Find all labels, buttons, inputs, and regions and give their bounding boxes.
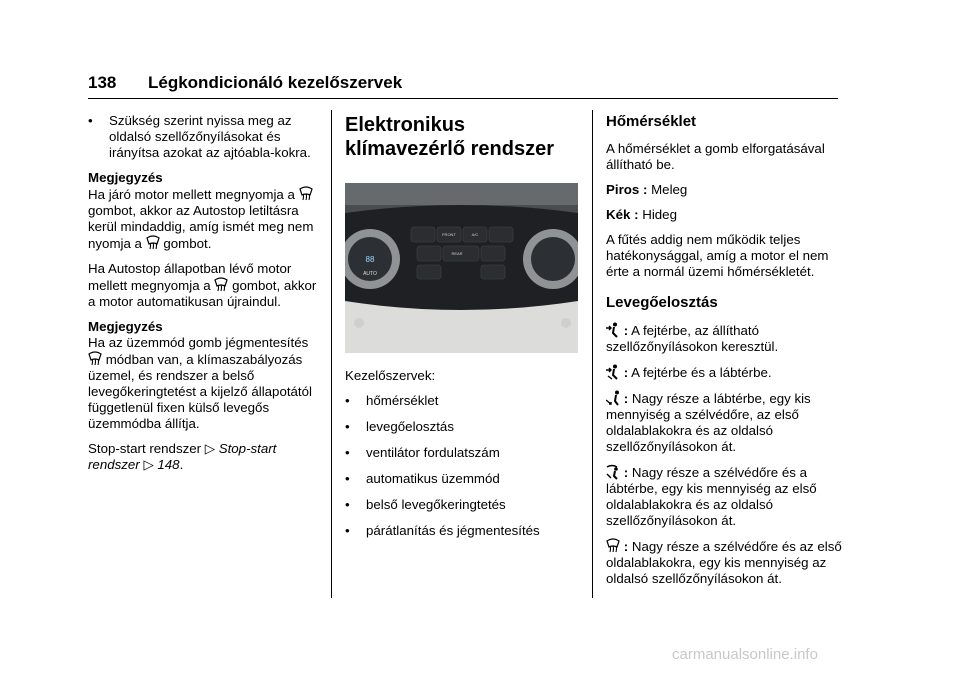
list-item: • automatikus üzemmód (345, 471, 500, 486)
vent-feet-icon (606, 390, 620, 406)
column-3 (606, 113, 842, 596)
section-title: Levegőelosztás (606, 294, 718, 311)
defrost-icon (146, 235, 160, 251)
defrost-icon (299, 186, 313, 202)
list-item: • párátlanítás és jégmentesítés (345, 523, 540, 538)
blue-setting: Kék : Hideg (606, 207, 677, 222)
climate-control-photo (345, 183, 578, 353)
distribution-item: : Nagy része a szélvédőre és a lábtérbe, egy kis mennyiség az első oldalablakokra és az oldalsó szellőzőnyílásokon át. (606, 465, 817, 528)
column-2 (345, 113, 578, 549)
page-header (88, 73, 402, 93)
cross-reference: Stop-start rendszer ▷ Stop-start rendszer ▷ 148. (88, 441, 277, 472)
red-setting: Piros : Meleg (606, 182, 688, 197)
defrost-icon (214, 277, 228, 293)
header-rule (88, 98, 838, 99)
list-item: • Szükség szerint nyissa meg az oldalsó szellőzőnyílásokat és irányítsa azokat az ajtóabla-kokra. (88, 113, 311, 160)
reference-link[interactable]: Stop-start rendszer (88, 441, 277, 472)
reference-arrow-icon: ▷ (204, 441, 216, 456)
paragraph: A fűtés addig nem működik teljes hatékonysággal, amíg a motor el nem érte a normál üzemi hőmérsékletét. (606, 232, 829, 279)
controls-label: Kezelőszervek: (345, 368, 436, 383)
list-item: • hőmérséklet (345, 393, 439, 408)
distribution-item: : A fejtérbe, az állítható szellőzőnyílásokon keresztül. (606, 323, 779, 354)
note-heading: Megjegyzés (88, 170, 163, 185)
paragraph: Ha Autostop állapotban lévő motor mellett megnyomja a gombot, akkor a motor automatikusan újraindul. (88, 261, 317, 309)
reference-page[interactable]: 148 (157, 457, 180, 472)
column-divider-2 (592, 110, 593, 598)
vent-windshield-feet-icon (606, 464, 620, 480)
ac-label: A/C (471, 232, 479, 237)
temp-display: 88 (365, 255, 375, 264)
defrost-icon (606, 538, 620, 554)
front-label: FRONT (442, 232, 456, 237)
note-heading: Megjegyzés (88, 319, 163, 334)
note-text: Ha az üzemmód gomb jégmentesítés módban van, a klímaszabályozás üzemel, és rendszer a belső levegőkeringtetést a kijelző állapotától függetlenül fixen külső levegős üzemmódba állítja. (88, 335, 312, 431)
reference-arrow-icon: ▷ (143, 457, 154, 472)
distribution-item: : A fejtérbe és a lábtérbe. (606, 364, 842, 381)
list-item: • belső levegőkeringtetés (345, 497, 506, 512)
list-item: • levegőelosztás (345, 419, 454, 434)
watermark: carmanualsonline.info (672, 646, 818, 663)
list-item: • ventilátor fordulatszám (345, 445, 500, 460)
section-title: Elektronikus klímavezérlő rendszer (345, 114, 554, 160)
column-1 (88, 113, 320, 482)
column-divider-1 (331, 110, 332, 598)
page-number: 138 (88, 73, 117, 92)
page-title: Légkondicionáló kezelőszervek (148, 73, 403, 92)
defrost-icon (88, 351, 102, 367)
section-title: Hőmérséklet (606, 113, 697, 130)
rear-label: REAR (451, 251, 463, 256)
vent-face-icon (606, 322, 620, 338)
auto-label: AUTO (363, 271, 377, 277)
distribution-item: : Nagy része a lábtérbe, egy kis mennyiség a szélvédőre, az első oldalablakokra és az oldalsó szellőzőnyílásokon át. (606, 391, 811, 454)
distribution-item: : Nagy része a szélvédőre és az első oldalablakokra, egy kis mennyiség az oldalsó szellőzőnyílásokon át. (606, 539, 842, 586)
note-text: Ha járó motor mellett megnyomja a gombot, akkor az Autostop letiltásra kerül mindaddig, amíg ismét meg nem nyomja a gombot. (88, 187, 314, 251)
paragraph: A hőmérséklet a gomb elforgatásával állítható be. (606, 141, 825, 172)
vent-face-feet-icon (606, 364, 620, 380)
